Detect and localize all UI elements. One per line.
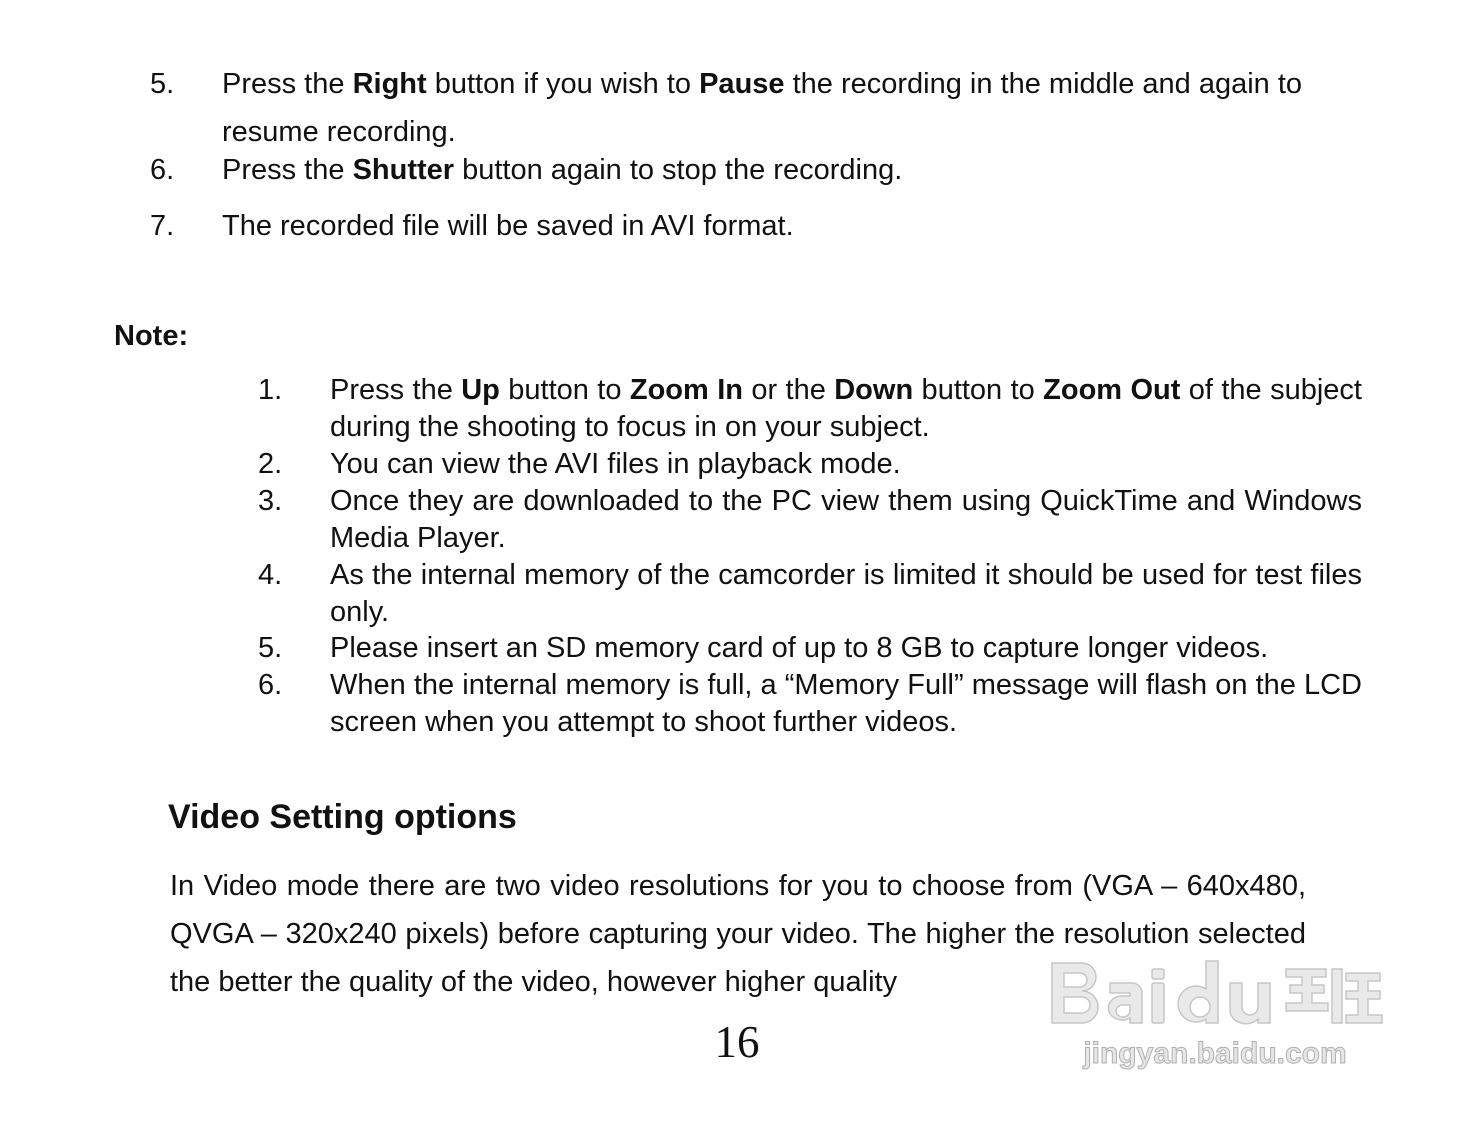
button-name: Right: [352, 68, 427, 100]
section-title: Video Setting options: [168, 798, 517, 836]
step-text: The recorded file will be saved in AVI format.: [222, 210, 794, 242]
page-number: 16: [714, 1017, 760, 1067]
body-paragraph: In Video mode there are two video resolutions for you to choose from (VGA – 640x480, QVGA – 320x240 pixels) before capturing your video. The higher the resolution selected the better the quality of the video, however higher quality: [170, 870, 1306, 998]
baidu-watermark-logo: [1040, 955, 1390, 1080]
step-number: 6.: [150, 154, 175, 186]
note-number: 2.: [258, 448, 283, 480]
button-name: Pause: [699, 68, 785, 100]
note-heading: Note:: [114, 320, 189, 352]
step-text: Press the Shutter button again to stop the recording.: [222, 154, 903, 186]
step-number: 5.: [150, 68, 175, 100]
note-text: When the internal memory is full, a “Memory Full” message will flash on the LCD screen when you attempt to shoot further videos.: [330, 669, 1362, 738]
note-text: Press the Up button to Zoom In or the Down button to Zoom Out of the subject during the shooting to focus in on your subject.: [330, 374, 1362, 443]
button-name: Down: [834, 374, 914, 406]
watermark-url: jingyan.baidu.com: [1083, 1037, 1347, 1070]
step-text: Press the Right button if you wish to Pause the recording in the middle and again to resume recording.: [222, 68, 1303, 148]
note-number: 4.: [258, 559, 283, 591]
function-name: Zoom In: [629, 374, 743, 406]
step-number: 7.: [150, 210, 175, 242]
button-name: Up: [461, 374, 500, 406]
note-number: 5.: [258, 632, 283, 664]
note-text: As the internal memory of the camcorder is limited it should be used for test files only.: [330, 559, 1362, 628]
note-number: 6.: [258, 669, 283, 701]
button-name: Shutter: [352, 154, 455, 186]
note-number: 3.: [258, 485, 283, 517]
note-text: Once they are downloaded to the PC view them using QuickTime and Windows Media Player.: [330, 485, 1362, 554]
function-name: Zoom Out: [1043, 374, 1181, 406]
note-text: Please insert an SD memory card of up to 8 GB to capture longer videos.: [330, 632, 1269, 664]
note-text: You can view the AVI files in playback mode.: [330, 448, 901, 480]
note-number: 1.: [258, 374, 283, 406]
